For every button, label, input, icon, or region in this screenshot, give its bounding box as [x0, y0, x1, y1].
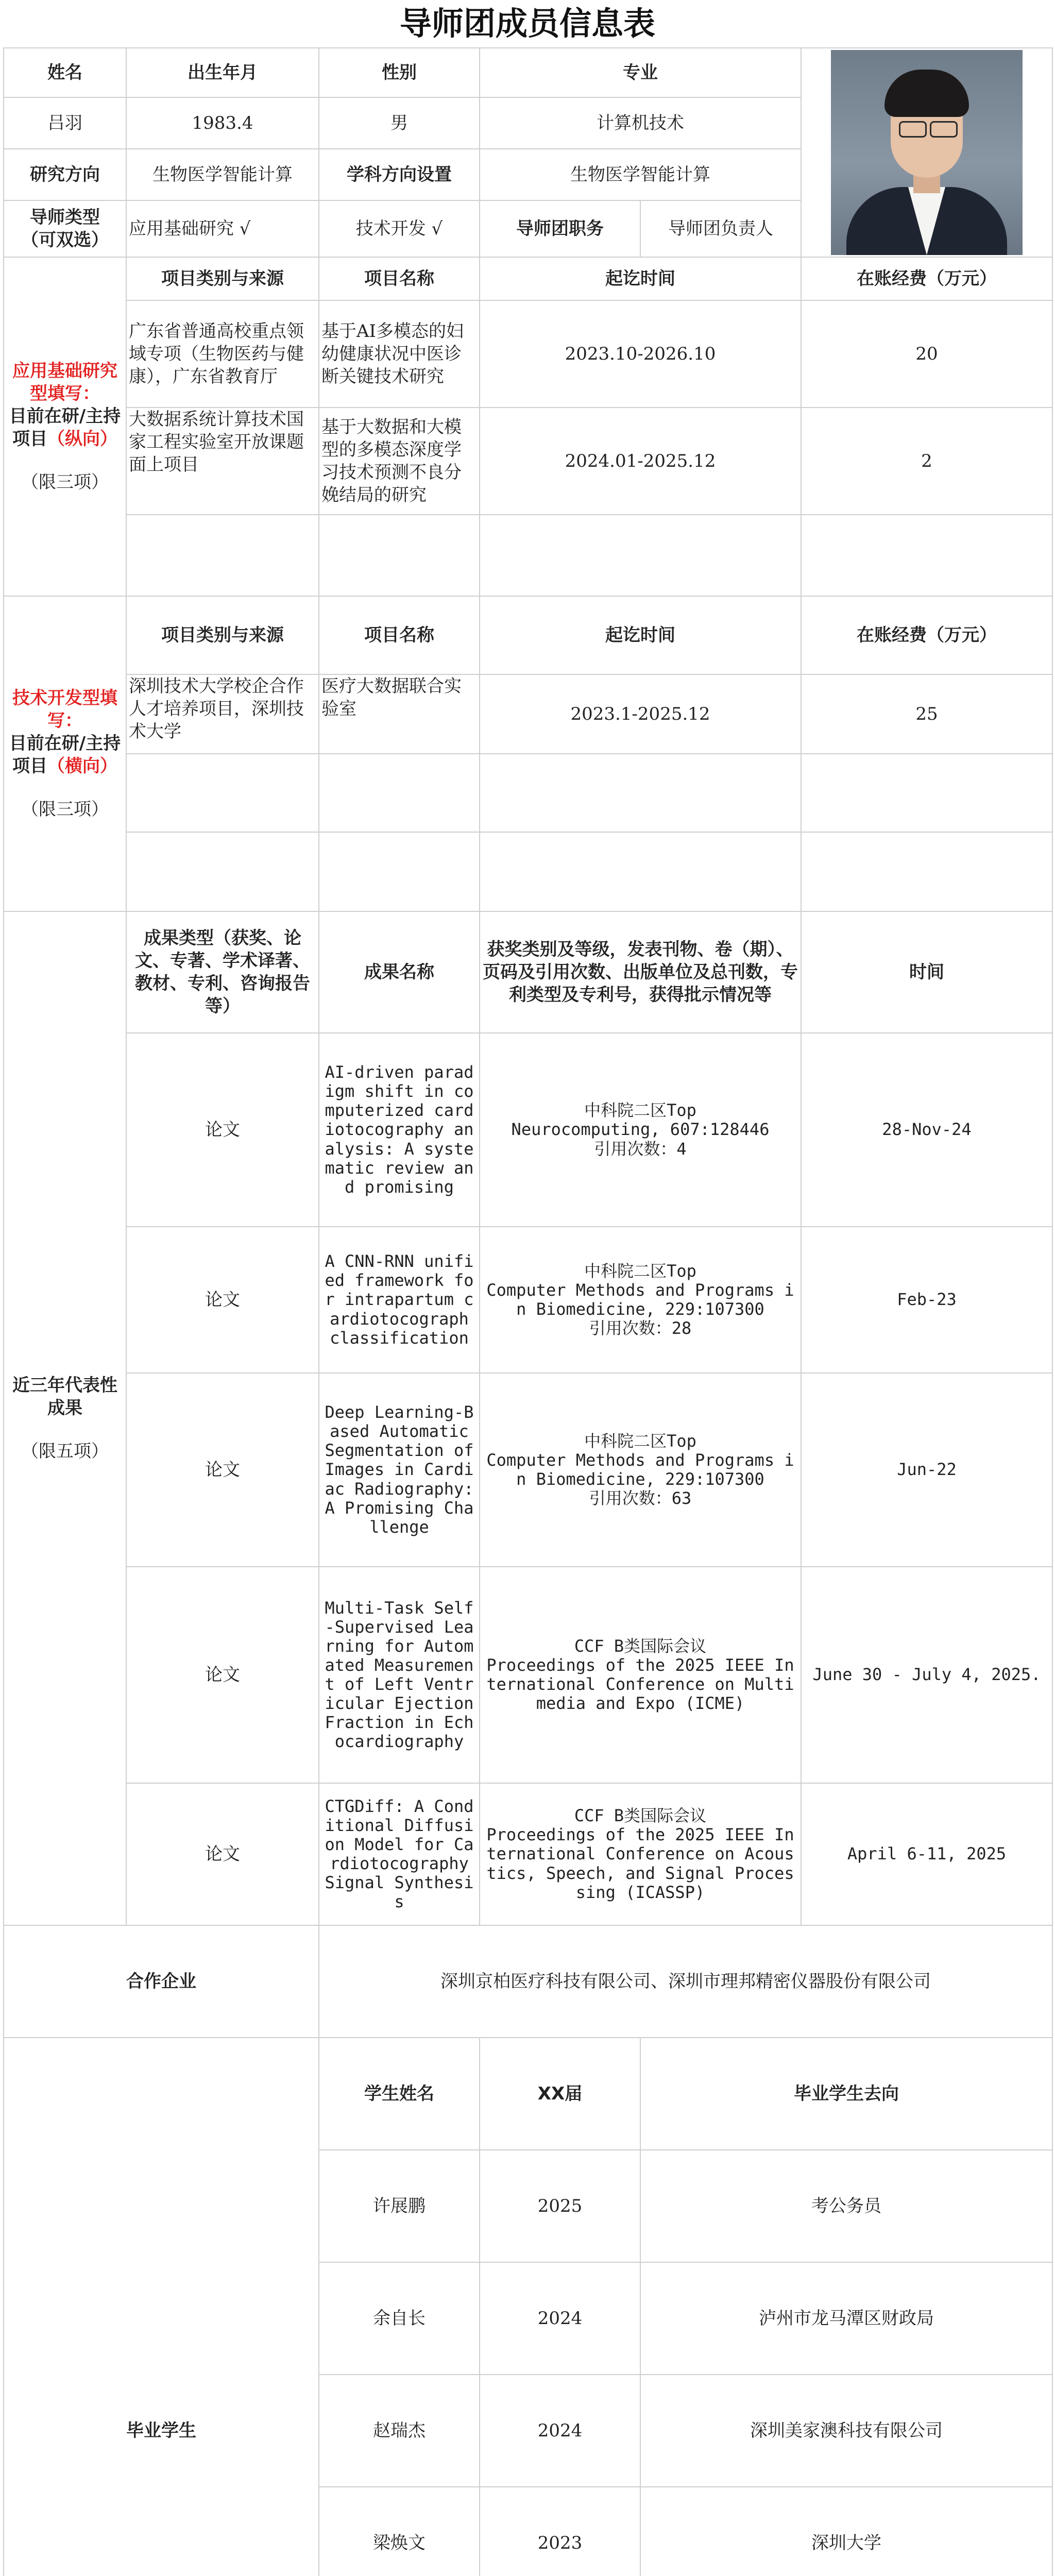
- table-row: 大数据系统计算技术国家工程实验室开放课题面上项目 基于大数据和大模型的多模态深度学习技术预测不良分娩结局的研究 2024.01-2025.12 2: [4, 408, 1052, 515]
- table-row: [4, 515, 1052, 596]
- column-header: 项目名称: [319, 596, 480, 674]
- table-row: 论文 CTGDiff: A Conditional Diffusion Model for Cardiotocography Signal Synthesis CCF B类国际会议 Proceedings of the 2025 IEEE International Conference on Acoustics, Speech, and Signal Processing (ICASSP) April 6-11, 2025: [4, 1783, 1052, 1925]
- table-row: [4, 754, 1052, 832]
- achievements-label: 近三年代表性成果 （限五项）: [4, 911, 126, 1925]
- column-header: 获奖类别及等级，发表刊物、卷（期）、页码及引用次数、出版单位及总刊数，专利类型及专利号，获得批示情况等: [480, 911, 801, 1033]
- table-row: 余自长 2024 泸州市龙马潭区财政局: [4, 2262, 1052, 2375]
- gender-label: 性别: [319, 48, 480, 97]
- photo-cell: [801, 48, 1052, 257]
- name-value: 吕羽: [4, 97, 126, 149]
- table-row: 论文 Multi-Task Self-Supervised Learning for Automated Measurement of Left Ventricular Ejection Fraction in Echocardiography CCF B类国际会议 Proceedings of the 2025 IEEE International Conference on Multimedia and Expo (ICME) June 30 - July 4, 2025.: [4, 1567, 1052, 1783]
- table-row: 赵瑞杰 2024 深圳美家澳科技有限公司: [4, 2375, 1052, 2487]
- name-label: 姓名: [4, 48, 126, 97]
- major-label: 专业: [480, 48, 801, 97]
- column-header: 成果名称: [319, 911, 480, 1033]
- discipline-value: 生物医学智能计算: [480, 149, 801, 200]
- mentor-type-basic-research: 应用基础研究 √: [126, 200, 319, 257]
- basic-research-label: 应用基础研究型填写： 目前在研/主持项目（纵向） （限三项）: [4, 257, 126, 596]
- birth-value: 1983.4: [126, 97, 319, 149]
- column-header: XX届: [480, 2038, 640, 2150]
- table-row: [4, 832, 1052, 911]
- column-header: 项目类别与来源: [126, 596, 319, 674]
- table-row: 梁焕文 2023 深圳大学: [4, 2487, 1052, 2576]
- duty-value: 导师团负责人: [640, 200, 801, 257]
- column-header: 在账经费（万元）: [801, 596, 1052, 674]
- mentor-type-tech-dev: 技术开发 √: [319, 200, 480, 257]
- column-header: 在账经费（万元）: [801, 257, 1052, 300]
- partners-value: 深圳京柏医疗科技有限公司、深圳市理邦精密仪器股份有限公司: [319, 1925, 1052, 2038]
- mentor-type-label: 导师类型 （可双选）: [4, 200, 126, 257]
- column-header: 时间: [801, 911, 1052, 1033]
- graduates-label: 毕业学生: [4, 2038, 319, 2576]
- table-row: 论文 AI-driven paradigm shift in computerized cardiotocography analysis: A systematic review and promising 中科院二区Top Neurocomputing, 607:128446 引用次数：4 28-Nov-24: [4, 1033, 1052, 1227]
- column-header: 项目名称: [319, 257, 480, 300]
- column-header: 起讫时间: [480, 596, 801, 674]
- table-row: 论文 A CNN-RNN unified framework for intrapartum cardiotocograph classification 中科院二区Top Computer Methods and Programs in Biomedicine, 229:107300 引用次数：28 Feb-23: [4, 1227, 1052, 1373]
- partners-label: 合作企业: [4, 1925, 319, 2038]
- table-row: 论文 Deep Learning-Based Automatic Segmentation of Images in Cardiac Radiography: A Promising Challenge 中科院二区Top Computer Methods and Programs in Biomedicine, 229:107300 引用次数：63 Jun-22: [4, 1373, 1052, 1567]
- column-header: 成果类型（获奖、论文、专著、学术译著、教材、专利、咨询报告等）: [126, 911, 319, 1033]
- direction-value: 生物医学智能计算: [126, 149, 319, 200]
- page-title: 导师团成员信息表: [399, 5, 655, 42]
- table-row: 许展鹏 2025 考公务员: [4, 2150, 1052, 2262]
- tech-dev-label: 技术开发型填写： 目前在研/主持项目（横向） （限三项）: [4, 596, 126, 911]
- birth-label: 出生年月: [126, 48, 319, 97]
- table-row: 深圳技术大学校企合作人才培养项目，深圳技术大学 医疗大数据联合实验室 2023.1-2025.12 25: [4, 674, 1052, 754]
- info-table: [3, 47, 1053, 2576]
- column-header: 起讫时间: [480, 257, 801, 300]
- column-header: 项目类别与来源: [126, 257, 319, 300]
- discipline-label: 学科方向设置: [319, 149, 480, 200]
- direction-label: 研究方向: [4, 149, 126, 200]
- table-row: 广东省普通高校重点领域专项（生物医药与健康），广东省教育厅 基于AI多模态的妇幼健康状况中医诊断关键技术研究 2023.10-2026.10 20: [4, 300, 1052, 408]
- column-header: 毕业学生去向: [640, 2038, 1052, 2150]
- duty-label: 导师团职务: [480, 200, 640, 257]
- column-header: 学生姓名: [319, 2038, 480, 2150]
- major-value: 计算机技术: [480, 97, 801, 149]
- gender-value: 男: [319, 97, 480, 149]
- portrait-photo: [831, 50, 1023, 255]
